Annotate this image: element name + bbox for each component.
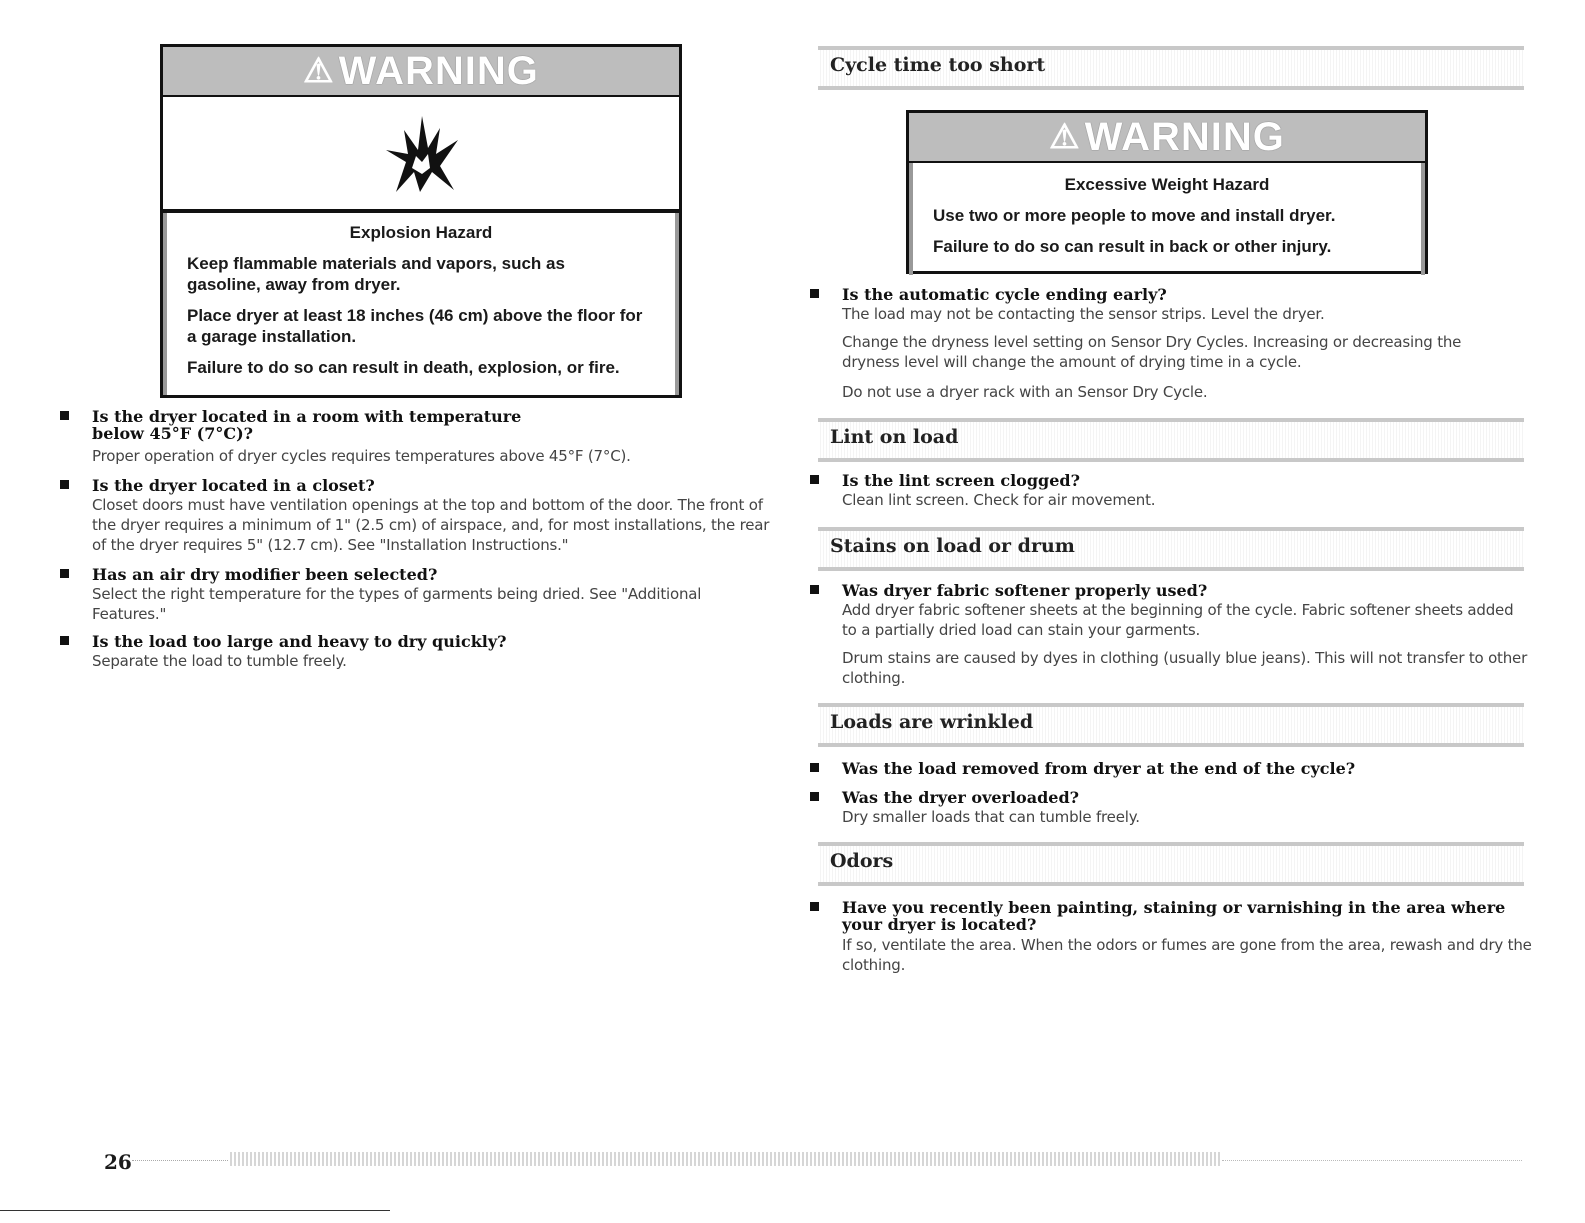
bottom-rule [0,1210,390,1211]
bullet-icon [60,636,69,645]
bullet-icon [810,585,819,594]
warning-line: Place dryer at least 18 inches (46 cm) above the floor for a garage installation. [187,306,643,346]
section-title: Loads are wrinkled [830,711,1034,733]
list-item [810,582,1530,692]
answer: Add dryer fabric softener sheets at the beginning of the cycle. Fabric softener sheets added to a partially dried load can stain your garments. [842,601,1514,639]
warning-title: Explosion Hazard [349,223,493,242]
answer: Separate the load to tumble freely. [92,652,347,670]
section-header [818,703,1524,747]
explosion-icon [376,110,466,196]
list-item [60,407,780,465]
warning-header [163,47,679,97]
warning-triangle-icon: ⚠ [1049,118,1081,156]
warning-line: Keep flammable materials and vapors, such as gasoline, away from dryer. [187,254,565,294]
bullet-icon [60,480,69,489]
section-title: Odors [830,850,894,872]
bullet-icon [60,411,69,420]
question: Was dryer fabric softener properly used? [842,581,1208,600]
explosion-icon-row [163,97,679,213]
bullet-icon [810,902,819,911]
warning-header-text: WARNING [1084,114,1285,159]
footer-dotted-rule [132,1160,228,1161]
bullet-icon [810,475,819,484]
bullet-icon [810,289,819,298]
question: Is the load too large and heavy to dry quickly? [92,632,507,651]
section-title: Lint on load [830,426,959,448]
question: Is the dryer located in a closet? [92,476,375,495]
warning-title: Excessive Weight Hazard [1064,175,1270,194]
answer: Proper operation of dryer cycles requires temperatures above 45°F (7°C). [92,447,631,465]
bullet-icon [810,792,819,801]
section-title: Stains on load or drum [830,535,1075,557]
question: Is the dryer located in a room with temperature below 45°F (7°C)? [92,407,522,443]
answer: Closet doors must have ventilation openings at the top and bottom of the door. The front of the dryer requires a minimum of 1" (2.5 cm) of airspace, and, for most installations, the rear of the dryer requires 5" (12.7 cm). See "Installation Instructions." [92,496,770,554]
list-item [810,472,1530,514]
warning-line: Failure to do so can result in death, explosion, or fire. [187,358,620,377]
list-item [810,899,1530,981]
list-item [810,789,1530,831]
warning-header-text: WARNING [338,48,539,93]
list-item [810,286,1530,406]
section-header [818,527,1524,571]
answer: Change the dryness level setting on Sensor Dry Cycles. Increasing or decreasing the dryness level will change the amount of drying time in a cycle. [842,333,1462,371]
question: Has an air dry modifier been selected? [92,565,438,584]
warning-triangle-icon: ⚠ [303,52,335,90]
answer: The load may not be contacting the sensor strips. Level the dryer. [842,305,1325,323]
list-item [810,760,1530,780]
question: Is the lint screen clogged? [842,471,1080,490]
footer-bar [230,1152,1220,1166]
warning-line: Failure to do so can result in back or other injury. [933,237,1332,256]
question: Was the load removed from dryer at the end of the cycle? [842,759,1356,778]
explosion-warning-box [160,44,682,398]
section-header [818,842,1524,886]
section-header [818,46,1524,90]
footer-dotted-rule [1222,1160,1522,1161]
answer: Do not use a dryer rack with an Sensor Dry Cycle. [842,383,1208,401]
section-header [818,418,1524,462]
page-number: 26 [104,1150,132,1174]
weight-warning-box [906,110,1428,274]
warning-line: Use two or more people to move and install dryer. [933,206,1336,225]
list-item [60,566,780,626]
warning-body [163,213,679,395]
question: Is the automatic cycle ending early? [842,285,1167,304]
answer: If so, ventilate the area. When the odors or fumes are gone from the area, rewash and dry the clothing. [842,936,1532,974]
bullet-icon [60,569,69,578]
bullet-icon [810,763,819,772]
answer: Select the right temperature for the types of garments being dried. See "Additional Features." [92,585,702,623]
question: Have you recently been painting, staining or varnishing in the area where your dryer is located? [842,898,1506,934]
answer: Dry smaller loads that can tumble freely. [842,808,1140,826]
list-item [60,477,780,557]
warning-header [909,113,1425,163]
question: Was the dryer overloaded? [842,788,1080,807]
answer: Clean lint screen. Check for air movement. [842,491,1156,509]
warning-body [909,163,1425,275]
list-item [60,633,780,673]
section-title: Cycle time too short [830,54,1046,76]
answer: Drum stains are caused by dyes in clothing (usually blue jeans). This will not transfer to other clothing. [842,649,1528,687]
